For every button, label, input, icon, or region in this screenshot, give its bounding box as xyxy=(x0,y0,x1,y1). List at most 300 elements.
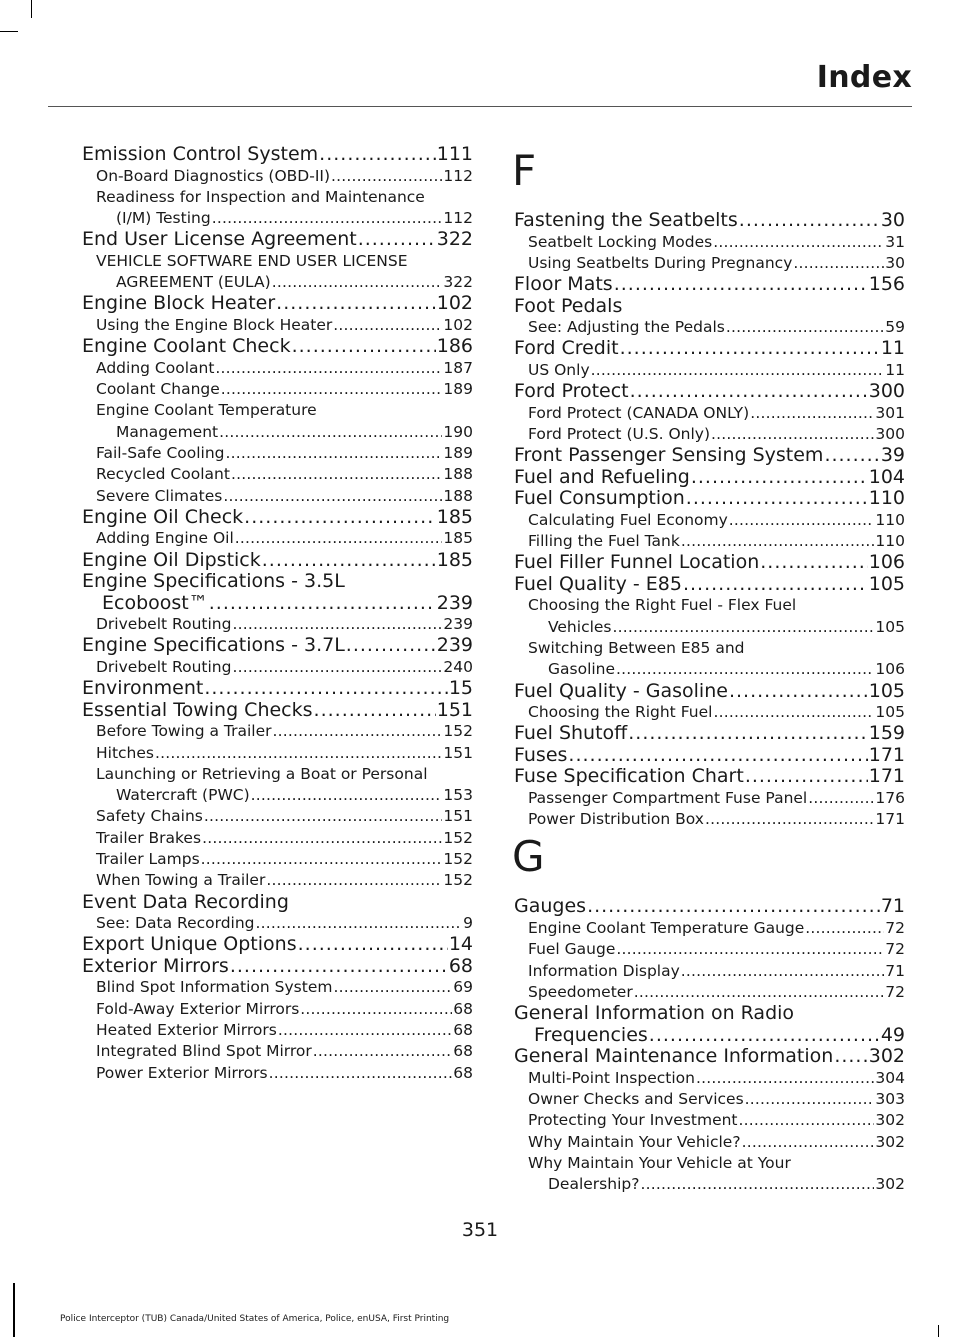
page-ref: 49 xyxy=(880,1023,905,1046)
entry-text: Power Distribution Box xyxy=(528,810,704,829)
page-ref: 9 xyxy=(463,914,473,933)
page-ref: 301 xyxy=(875,403,905,422)
dot-leader xyxy=(742,1132,875,1153)
entry-text: See: Adjusting the Pedals xyxy=(528,318,725,337)
index-subentry xyxy=(82,315,473,336)
index-subentry xyxy=(514,531,905,552)
entry-text: Speedometer xyxy=(528,982,633,1001)
entry-row xyxy=(514,488,905,510)
entry-text: Environment xyxy=(82,677,204,700)
page-ref: 31 xyxy=(885,232,905,251)
entry-row xyxy=(514,296,905,318)
dot-leader xyxy=(314,700,436,722)
entry-text: Multi-Point Inspection xyxy=(528,1068,695,1087)
entry-text: AGREEMENT (EULA) xyxy=(116,273,271,292)
index-subentry xyxy=(514,510,905,531)
index-entry xyxy=(82,678,473,700)
entry-row xyxy=(528,982,905,1003)
entry-row xyxy=(528,659,905,680)
dot-leader xyxy=(333,977,452,998)
dot-leader xyxy=(292,336,436,358)
page-ref: 112 xyxy=(443,209,473,228)
index-subentry xyxy=(514,253,905,274)
entry-text: Ecoboost™ xyxy=(102,591,208,614)
page-ref: 159 xyxy=(868,722,905,745)
entry-text: Drivebelt Routing xyxy=(96,657,232,676)
entry-row xyxy=(514,766,905,788)
index-subentry xyxy=(514,918,905,939)
dot-leader xyxy=(739,210,880,232)
entry-row xyxy=(528,961,905,982)
dot-leader xyxy=(834,1046,867,1068)
entry-text: Fuel Shutoff xyxy=(514,722,628,745)
index-entry xyxy=(514,745,905,767)
entry-text: Management xyxy=(116,422,219,441)
dot-leader xyxy=(696,1068,874,1089)
entry-text: Severe Climates xyxy=(96,486,223,505)
page-ref: 189 xyxy=(443,443,473,462)
page-ref: 14 xyxy=(448,933,473,956)
dot-leader xyxy=(244,507,436,529)
dot-leader xyxy=(760,552,867,574)
page-ref: 72 xyxy=(885,982,905,1001)
dot-leader xyxy=(235,528,443,549)
index-subentry xyxy=(82,1063,473,1084)
index-subentry xyxy=(82,657,473,678)
index-subentry xyxy=(514,961,905,982)
dot-leader xyxy=(745,766,868,788)
entry-row xyxy=(82,229,473,251)
index-subentry xyxy=(514,982,905,1003)
index-subentry xyxy=(82,1020,473,1041)
page-ref: 156 xyxy=(868,273,905,296)
entry-text: Switching Between E85 and xyxy=(528,638,745,657)
dot-leader xyxy=(226,443,443,464)
index-entry xyxy=(514,1046,905,1068)
entry-text: Engine Coolant Temperature xyxy=(96,401,317,420)
dot-leader xyxy=(634,982,885,1003)
page-ref: 106 xyxy=(875,660,905,679)
entry-text: Choosing the Right Fuel - Flex Fuel xyxy=(528,596,797,615)
page-ref: 112 xyxy=(443,166,473,185)
page-ref: 176 xyxy=(875,788,905,807)
page-ref: 68 xyxy=(453,999,473,1018)
entry-row xyxy=(96,486,473,507)
entry-row xyxy=(528,403,905,424)
dot-leader xyxy=(620,338,880,360)
entry-text: VEHICLE SOFTWARE END USER LICENSE xyxy=(96,251,408,270)
entry-text: Information Display xyxy=(528,961,680,980)
entry-row xyxy=(96,208,473,229)
page-ref: 190 xyxy=(443,422,473,441)
page-ref: 153 xyxy=(443,786,473,805)
entry-row xyxy=(96,657,473,678)
page-ref: 151 xyxy=(443,743,473,762)
dot-leader xyxy=(729,510,875,531)
entry-text: Front Passenger Sensing System xyxy=(514,444,824,467)
entry-text: US Only xyxy=(528,360,590,379)
index-column-left xyxy=(82,144,473,1084)
index-entry xyxy=(82,700,473,722)
page-ref: 187 xyxy=(443,358,473,377)
index-subentry xyxy=(82,379,473,400)
entry-text: Using Seatbelts During Pregnancy xyxy=(528,253,793,272)
page-ref: 106 xyxy=(868,551,905,574)
entry-row xyxy=(96,806,473,827)
dot-leader xyxy=(683,574,868,596)
page-ref: 110 xyxy=(868,487,905,510)
page-ref: 240 xyxy=(443,657,473,676)
entry-row xyxy=(96,443,473,464)
entry-row xyxy=(96,614,473,635)
dot-leader xyxy=(568,745,867,767)
entry-text: Fuses xyxy=(514,743,568,766)
dot-leader xyxy=(681,961,884,982)
entry-row xyxy=(82,293,473,315)
entry-text: Using the Engine Block Heater xyxy=(96,315,333,334)
entry-row xyxy=(528,939,905,960)
entry-text: Engine Oil Dipstick xyxy=(82,548,261,571)
dot-leader xyxy=(729,681,868,703)
page-ref: 171 xyxy=(868,743,905,766)
dot-leader xyxy=(204,678,447,700)
page-ref: 304 xyxy=(875,1068,905,1087)
index-subentry xyxy=(82,1041,473,1062)
entry-row xyxy=(96,849,473,870)
page-ref: 105 xyxy=(875,703,905,722)
index-subentry xyxy=(82,721,473,742)
entry-text: Passenger Compartment Fuse Panel xyxy=(528,788,808,807)
entry-text: Calculating Fuel Economy xyxy=(528,510,728,529)
entry-row xyxy=(514,274,905,296)
index-entry xyxy=(82,507,473,529)
index-entry xyxy=(514,681,905,703)
index-subentry xyxy=(82,443,473,464)
dot-leader xyxy=(640,1174,874,1195)
dot-leader xyxy=(209,593,436,615)
page-ref: 72 xyxy=(885,940,905,959)
entry-row xyxy=(528,1089,905,1110)
dot-leader xyxy=(155,743,442,764)
dot-leader xyxy=(713,232,884,253)
index-subentry xyxy=(82,486,473,507)
index-entry xyxy=(514,381,905,403)
dot-leader xyxy=(613,617,875,638)
entry-text: Engine Block Heater xyxy=(82,292,276,315)
entry-row xyxy=(96,379,473,400)
entry-row xyxy=(82,507,473,529)
entry-text: Ford Protect (CANADA ONLY) xyxy=(528,403,750,422)
dot-leader xyxy=(319,144,436,166)
dot-leader xyxy=(278,1020,452,1041)
entry-row xyxy=(96,1041,473,1062)
entry-row xyxy=(96,166,473,187)
entry-text: Filling the Fuel Tank xyxy=(528,532,680,551)
index-subentry xyxy=(82,849,473,870)
dot-leader xyxy=(346,635,436,657)
entry-row xyxy=(96,828,473,849)
entry-text: Heated Exterior Mirrors xyxy=(96,1021,277,1040)
section-letter: F xyxy=(512,146,537,195)
entry-text: Adding Coolant xyxy=(96,358,215,377)
entry-row xyxy=(82,700,473,722)
entry-row xyxy=(528,1110,905,1131)
entry-row xyxy=(96,1063,473,1084)
entry-row xyxy=(96,913,473,934)
page-ref: 102 xyxy=(436,292,473,315)
entry-text: Trailer Lamps xyxy=(96,850,200,869)
dot-leader xyxy=(739,1110,875,1131)
page-ref: 15 xyxy=(448,677,473,700)
entry-text: Fold-Away Exterior Mirrors xyxy=(96,999,300,1018)
footer-text: Police Interceptor (TUB) Canada/United States of America, Police, enUSA, First Printing xyxy=(60,1314,450,1324)
entry-text: Adding Engine Oil xyxy=(96,529,234,548)
dot-leader xyxy=(202,828,442,849)
index-subentry xyxy=(514,1153,905,1196)
index-entry xyxy=(82,293,473,315)
page-ref: 68 xyxy=(453,1063,473,1082)
dot-leader xyxy=(587,896,880,918)
dot-leader xyxy=(630,381,868,403)
page-ref: 302 xyxy=(875,1111,905,1130)
entry-row xyxy=(528,702,905,723)
entry-text: Launching or Retrieving a Boat or Personal xyxy=(96,764,428,783)
entry-text: Fuse Specification Chart xyxy=(514,765,744,788)
entry-row xyxy=(82,678,473,700)
index-subentry xyxy=(82,251,473,294)
dot-leader xyxy=(750,403,874,424)
entry-text: When Towing a Trailer xyxy=(96,871,266,890)
index-subentry xyxy=(82,913,473,934)
header-divider xyxy=(48,106,912,107)
index-entry xyxy=(514,210,905,232)
dot-leader xyxy=(230,956,448,978)
page-ref: 152 xyxy=(443,828,473,847)
dot-leader xyxy=(212,208,443,229)
entry-row xyxy=(514,381,905,403)
page-ref: 239 xyxy=(443,615,473,634)
entry-text: Event Data Recording xyxy=(82,890,289,913)
entry-text: Ford Credit xyxy=(514,337,619,360)
entry-text: Power Exterior Mirrors xyxy=(96,1063,268,1082)
index-subentry xyxy=(82,999,473,1020)
entry-text: Fuel Filler Funnel Location xyxy=(514,551,760,574)
index-subentry xyxy=(514,1110,905,1131)
entry-row xyxy=(528,1132,905,1153)
entry-text: Foot Pedals xyxy=(514,294,623,317)
index-subentry xyxy=(514,1132,905,1153)
dot-leader xyxy=(614,274,868,296)
entry-row xyxy=(96,528,473,549)
page-ref: 68 xyxy=(453,1021,473,1040)
page-ref: 185 xyxy=(436,548,473,571)
page-ref: 11 xyxy=(880,337,905,360)
dot-leader xyxy=(313,1041,452,1062)
dot-leader xyxy=(219,422,442,443)
page-ref: 69 xyxy=(453,978,473,997)
index-entry xyxy=(514,723,905,745)
entry-row xyxy=(96,464,473,485)
entry-text: On-Board Diagnostics (OBD-II) xyxy=(96,166,331,185)
index-subentry xyxy=(82,400,473,443)
page-ref: 111 xyxy=(436,143,473,165)
entry-row xyxy=(514,896,905,918)
index-subentry xyxy=(514,939,905,960)
entry-text: Ford Protect (U.S. Only) xyxy=(528,424,711,443)
entry-text: Fuel Quality - E85 xyxy=(514,572,682,595)
entry-text: Gasoline xyxy=(548,660,616,679)
entry-text: Choosing the Right Fuel xyxy=(528,703,713,722)
entry-text: Floor Mats xyxy=(514,273,613,296)
entry-row xyxy=(528,232,905,253)
entry-row xyxy=(96,977,473,998)
index-entry xyxy=(514,274,905,296)
index-subentry xyxy=(514,403,905,424)
entry-row xyxy=(82,934,473,956)
page-ref: 105 xyxy=(868,572,905,595)
entry-row xyxy=(528,510,905,531)
index-subentry xyxy=(82,464,473,485)
entry-row xyxy=(514,745,905,767)
index-subentry xyxy=(82,977,473,998)
dot-leader xyxy=(201,849,443,870)
page-ref: 151 xyxy=(443,807,473,826)
entry-row xyxy=(82,956,473,978)
dot-leader xyxy=(273,721,443,742)
dot-leader xyxy=(745,1089,875,1110)
page-ref: 171 xyxy=(868,765,905,788)
dot-leader xyxy=(262,550,436,572)
entry-text: Fail-Safe Cooling xyxy=(96,443,225,462)
index-subentry xyxy=(514,638,905,681)
page-ref: 302 xyxy=(868,1045,905,1068)
dot-leader xyxy=(705,809,874,830)
entry-row xyxy=(514,338,905,360)
entry-row xyxy=(528,809,905,830)
dot-leader xyxy=(808,788,874,809)
page-ref: 188 xyxy=(443,486,473,505)
entry-text: Fuel Consumption xyxy=(514,487,685,510)
index-entry xyxy=(514,467,905,489)
entry-text: Recycled Coolant xyxy=(96,465,230,484)
entry-row xyxy=(528,617,905,638)
dot-leader xyxy=(616,939,884,960)
page-ref: 68 xyxy=(453,1042,473,1061)
page-ref: 188 xyxy=(443,465,473,484)
entry-text: Fuel and Refueling xyxy=(514,465,690,488)
crop-mark xyxy=(938,1325,939,1337)
dot-leader xyxy=(266,870,442,891)
index-column-right xyxy=(514,144,905,1195)
dot-leader xyxy=(256,913,463,934)
entry-text: General Maintenance Information xyxy=(514,1045,834,1068)
index-subentry xyxy=(82,743,473,764)
index-entry xyxy=(514,1003,905,1046)
entry-row xyxy=(96,721,473,742)
index-entry xyxy=(82,550,473,572)
index-subentry xyxy=(514,360,905,381)
page-ref: 302 xyxy=(875,1175,905,1194)
page-ref: 30 xyxy=(885,253,905,272)
index-entry xyxy=(514,766,905,788)
dot-leader xyxy=(711,424,874,445)
entry-text: Drivebelt Routing xyxy=(96,615,232,634)
dot-leader xyxy=(691,467,868,489)
page-ref: 189 xyxy=(443,380,473,399)
entry-row xyxy=(514,574,905,596)
entry-text: General Information on Radio xyxy=(514,1002,795,1025)
dot-leader xyxy=(223,486,442,507)
dot-leader xyxy=(272,272,443,293)
entry-text: Blind Spot Information System xyxy=(96,978,333,997)
entry-text: See: Data Recording xyxy=(96,914,255,933)
entry-text: Owner Checks and Services xyxy=(528,1089,744,1108)
crop-mark xyxy=(0,31,18,32)
page-ref: 105 xyxy=(868,679,905,702)
page-ref: 151 xyxy=(436,698,473,721)
entry-text: Exterior Mirrors xyxy=(82,954,229,977)
index-subentry xyxy=(514,1068,905,1089)
page-ref: 239 xyxy=(436,634,473,657)
page-ref: 322 xyxy=(436,228,473,251)
entry-text: Why Maintain Your Vehicle at Your xyxy=(528,1153,791,1172)
index-entry xyxy=(514,574,905,596)
dot-leader xyxy=(333,315,442,336)
page-ref: 152 xyxy=(443,722,473,741)
entry-text: Watercraft (PWC) xyxy=(116,786,250,805)
page-ref: 30 xyxy=(880,209,905,231)
page-number: 351 xyxy=(461,1219,499,1241)
entry-row xyxy=(514,445,905,467)
entry-row xyxy=(514,681,905,703)
dot-leader xyxy=(649,1025,880,1047)
entry-row xyxy=(528,317,905,338)
entry-text: Safety Chains xyxy=(96,807,203,826)
index-subentry xyxy=(82,528,473,549)
index-subentry xyxy=(82,614,473,635)
dot-leader xyxy=(616,659,874,680)
index-subentry xyxy=(514,809,905,830)
index-subentry xyxy=(82,828,473,849)
index-subentry xyxy=(514,702,905,723)
entry-text: (I/M) Testing xyxy=(116,209,211,228)
crop-mark xyxy=(31,0,32,18)
page-ref: 186 xyxy=(436,335,473,358)
dot-leader xyxy=(300,999,452,1020)
page-ref: 303 xyxy=(875,1089,905,1108)
index-entry xyxy=(82,934,473,956)
entry-row xyxy=(96,785,473,806)
entry-text: Why Maintain Your Vehicle? xyxy=(528,1132,741,1151)
page-ref: 39 xyxy=(880,444,905,467)
page-ref: 239 xyxy=(436,591,473,614)
index-subentry xyxy=(514,317,905,338)
dot-leader xyxy=(331,166,442,187)
index-entry xyxy=(514,488,905,510)
dot-leader xyxy=(713,702,874,723)
page-ref: 171 xyxy=(875,810,905,829)
entry-text: Engine Specifications - 3.5L xyxy=(82,570,345,593)
entry-row xyxy=(82,336,473,358)
index-entry xyxy=(514,338,905,360)
page-ref: 102 xyxy=(443,315,473,334)
entry-row xyxy=(82,144,473,166)
entry-row xyxy=(96,999,473,1020)
index-subentry xyxy=(82,358,473,379)
index-subentry xyxy=(82,806,473,827)
page-ref: 152 xyxy=(443,850,473,869)
index-entry xyxy=(514,896,905,918)
